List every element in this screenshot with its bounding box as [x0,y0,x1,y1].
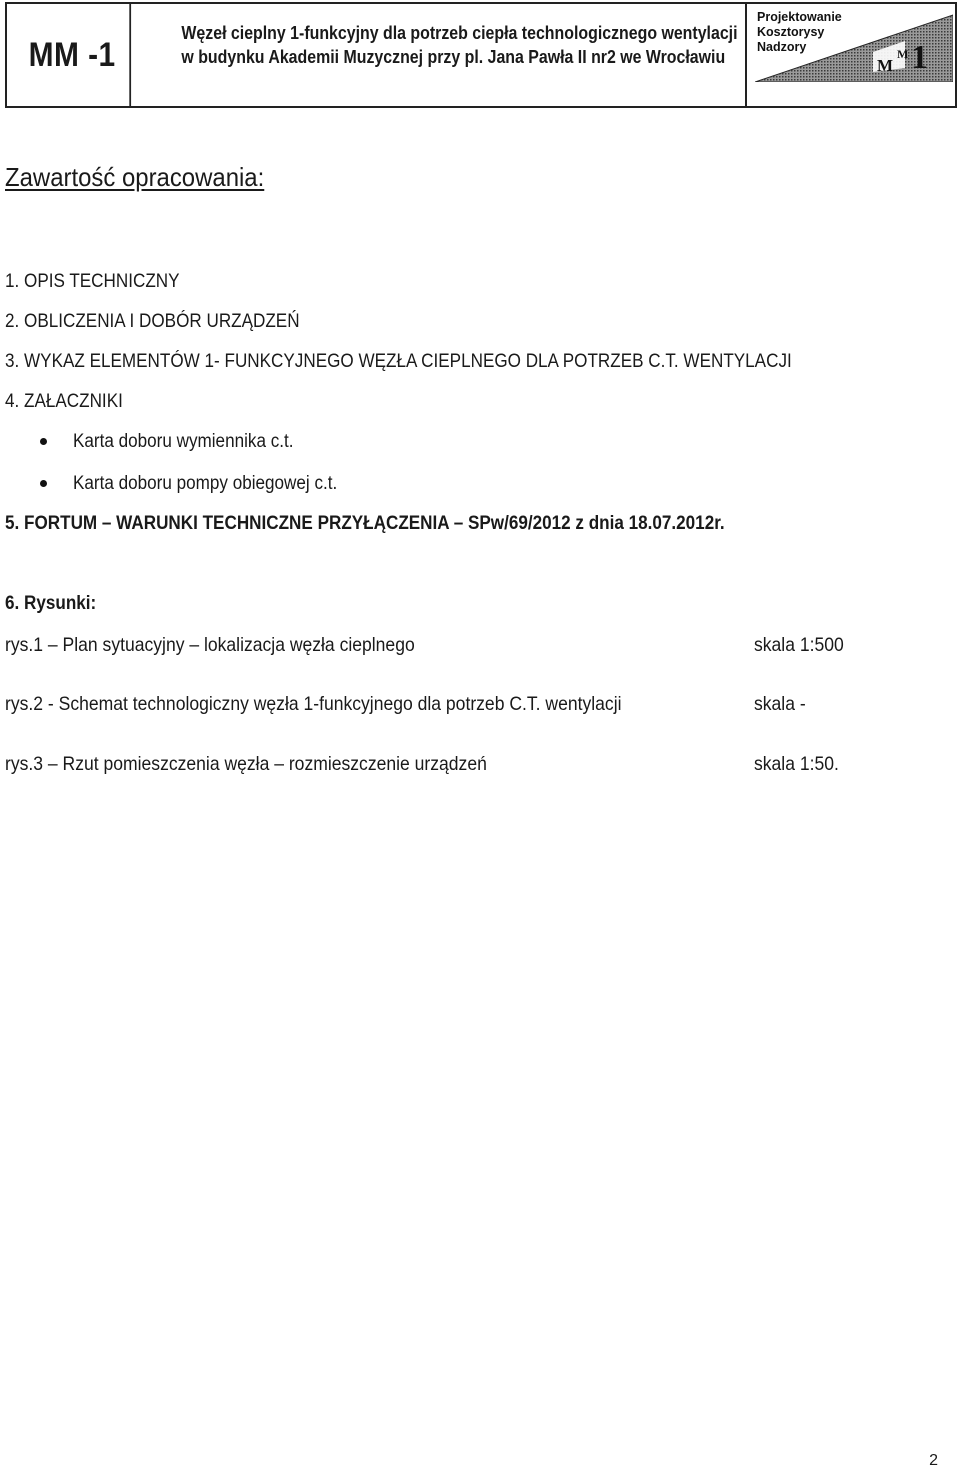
document-code: MM -1 [15,4,131,106]
toc-number: 1. [5,271,20,292]
drawing-label-3: rys.3 – Rzut pomieszczenia węzła – rozmieszczenie urządzeń [5,753,487,775]
toc-number: 2. [5,311,20,332]
bullet-icon [40,438,47,445]
header-title-line-2: w budynku Akademii Muzycznej przy pl. Jana Pawła II nr2 we Wrocławiu [181,46,726,67]
toc-text: FORTUM – WARUNKI TECHNICZNE PRZYŁĄCZENIA – SPw/69/2012 z dnia 18.07.2012r. [24,513,725,534]
drawing-label-2: rys.2 - Schemat technologiczny węzła 1-funkcyjnego dla potrzeb C.T. wentylacji [5,693,622,715]
toc-item-6 [5,593,96,615]
toc-text: WYKAZ ELEMENTÓW 1- FUNKCYJNEGO WĘZŁA CIEPLNEGO DLA POTRZEB C.T. WENTYLACJI [24,351,792,372]
page-number: 2 [929,1452,938,1469]
logo-left-m: M [877,56,894,75]
toc-text: OBLICZENIA I DOBÓR URZĄDZEŃ [24,311,300,332]
section-title: Zawartość opracowania: [5,162,265,192]
attachment-item-2: Karta doboru pompy obiegowej c.t. [73,473,338,494]
toc-number: 6. [5,593,20,614]
toc-number: 5. [5,513,20,534]
drawing-scale-2: skala - [754,693,806,715]
logo-digit: 1 [911,39,928,76]
logo-line-1: Projektowanie [757,10,842,24]
company-logo [755,10,953,82]
logo-text [757,10,842,55]
document-header [5,2,957,108]
company-logo-cell [747,4,955,106]
toc-item-1 [5,271,180,293]
header-title-line-1: Węzeł cieplny 1-funkcyjny dla potrzeb ciepła technologicznego wentylacji [181,22,738,43]
attachment-item-1: Karta doboru wymiennika c.t. [73,431,294,452]
logo-line-3: Nadzory [757,40,807,54]
toc-text: OPIS TECHNICZNY [24,271,180,292]
toc-item-3 [5,351,792,373]
toc-item-5 [5,513,725,535]
bullet-icon [40,480,47,487]
toc-item-4 [5,391,123,413]
toc-item-2 [5,311,300,333]
toc-number: 4. [5,391,20,412]
document-header-title [139,4,747,106]
drawing-scale-1: skala 1:500 [754,634,844,656]
drawing-scale-3: skala 1:50. [754,753,839,775]
logo-line-2: Kosztorysy [757,25,825,39]
toc-text: Rysunki: [24,593,97,614]
toc-text: ZAŁACZNIKI [24,391,123,412]
drawing-label-1: rys.1 – Plan sytuacyjny – lokalizacja węzła cieplnego [5,634,415,656]
toc-number: 3. [5,351,20,372]
logo-right-m: M [897,47,909,61]
